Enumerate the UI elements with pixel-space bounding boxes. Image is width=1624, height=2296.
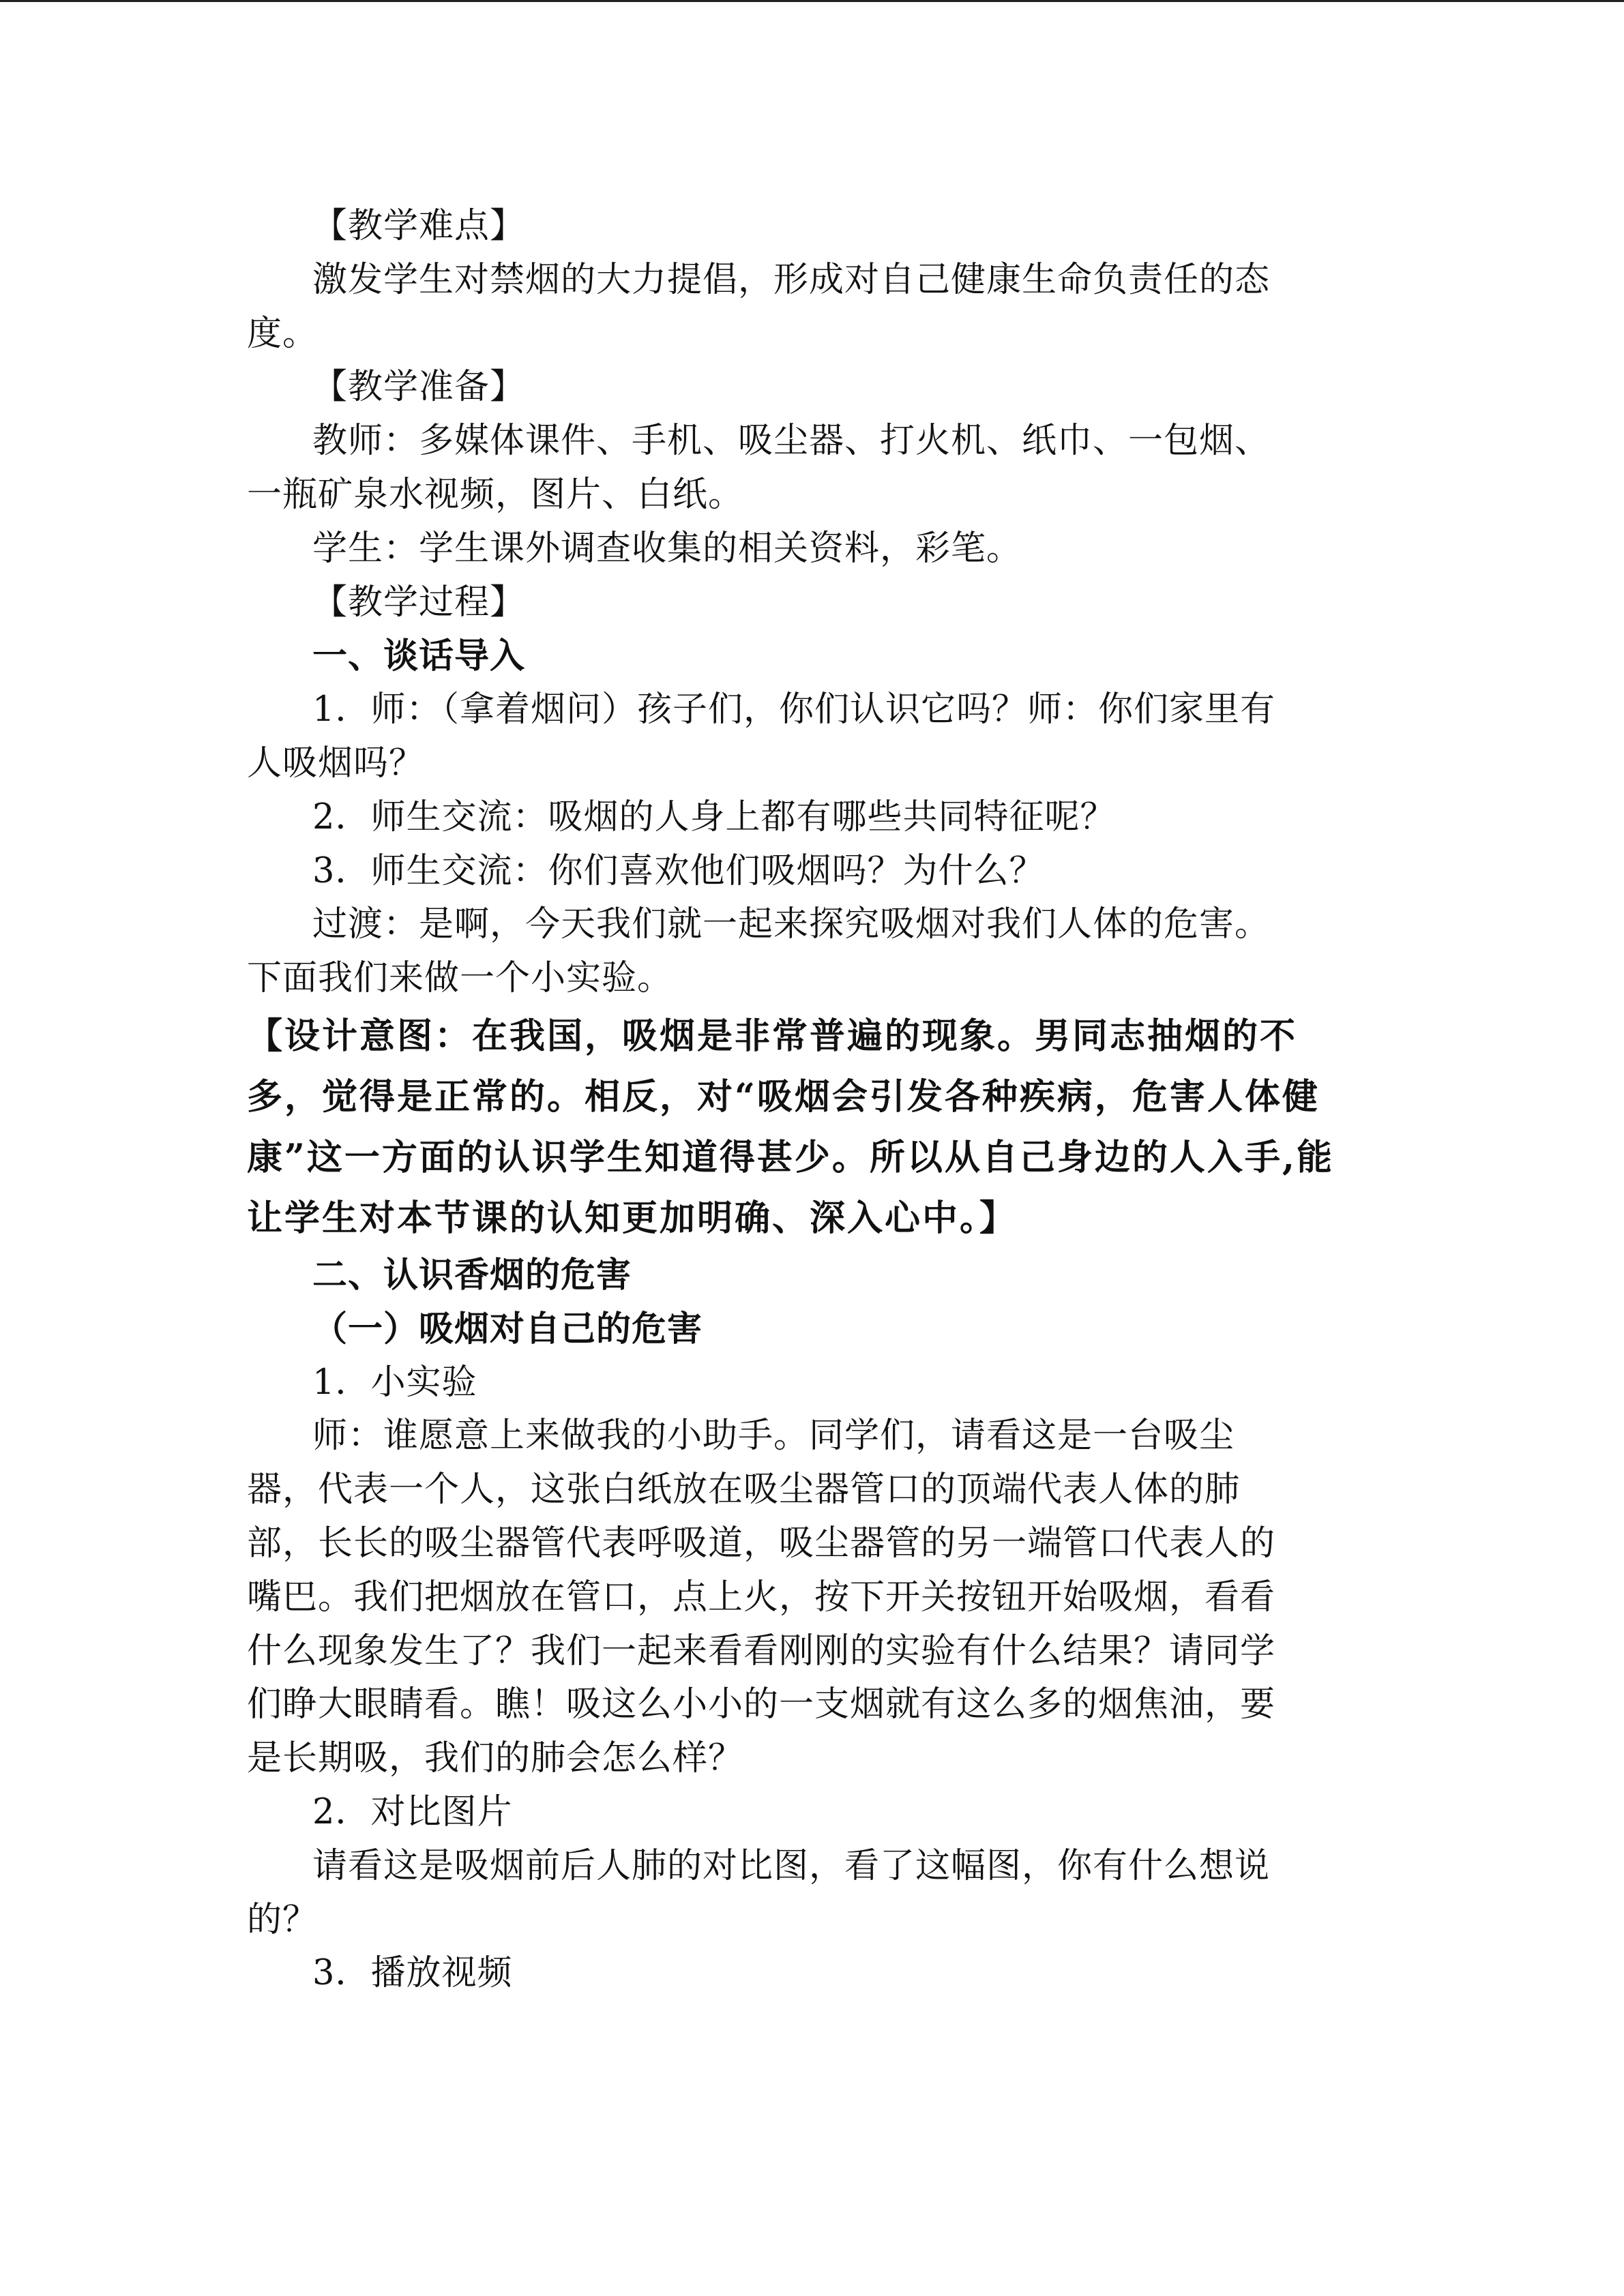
section-heading-difficulty: 【教学难点】 <box>312 206 526 246</box>
paragraph-line: 什么现象发生了？我们一起来看看刚刚的实验有什么结果？请同学 <box>247 1630 1276 1671</box>
paragraph-line: 一瓶矿泉水视频，图片、白纸。 <box>247 474 744 515</box>
subheading-intro: 一、谈话导入 <box>312 636 526 677</box>
section-heading-process: 【教学过程】 <box>312 582 526 623</box>
paragraph-line: 2．对比图片 <box>312 1791 513 1832</box>
paragraph-line: 1．师：（拿着烟问）孩子们，你们认识它吗？师：你们家里有 <box>312 689 1275 730</box>
paragraph-line: 师：谁愿意上来做我的小助手。同学们，请看这是一台吸尘 <box>312 1416 1235 1457</box>
section-heading-preparation: 【教学准备】 <box>312 367 526 408</box>
paragraph-line: 的？ <box>247 1899 319 1940</box>
paragraph-line: 请看这是吸烟前后人肺的对比图，看了这幅图，你有什么想说 <box>312 1845 1271 1886</box>
paragraph-line: 人吸烟吗？ <box>247 743 425 784</box>
paragraph-line: 下面我们来做一个小实验。 <box>247 958 673 999</box>
paragraph-line: 过渡：是啊，今天我们就一起来探究吸烟对我们人体的危害。 <box>312 904 1271 945</box>
paragraph-line: 器，代表一个人，这张白纸放在吸尘器管口的顶端代表人体的肺 <box>247 1470 1241 1510</box>
design-intent-line: 康”这一方面的认识学生知道得甚少。所以从自己身边的人入手,能 <box>247 1136 1335 1178</box>
design-intent-line: 多，觉得是正常的。相反，对“吸烟会引发各种疾病，危害人体健 <box>247 1075 1320 1118</box>
document-body <box>247 200 1372 2001</box>
paragraph-line: 学生：学生课外调查收集的相关资料，彩笔。 <box>312 528 1022 569</box>
paragraph-line: 激发学生对禁烟的大力提倡，形成对自己健康生命负责任的态 <box>312 259 1271 300</box>
paragraph-line: 3．师生交流：你们喜欢他们吸烟吗？为什么？ <box>312 850 1045 891</box>
paragraph-line: 们睁大眼睛看。瞧！吸这么小小的一支烟就有这么多的烟焦油，要 <box>247 1684 1276 1725</box>
paragraph-line: 是长期吸，我们的肺会怎么样？ <box>247 1738 744 1779</box>
design-intent-line: 让学生对本节课的认知更加明确、深入心中。】 <box>247 1197 1018 1239</box>
paragraph-line: 教师：多媒体课件、手机、吸尘器、打火机、纸巾、一包烟、 <box>312 421 1271 462</box>
paragraph-line: 2．师生交流：吸烟的人身上都有哪些共同特征呢？ <box>312 796 1116 837</box>
paragraph-line: 嘴巴。我们把烟放在管口，点上火，按下开关按钮开始吸烟，看看 <box>247 1577 1276 1617</box>
paragraph-line: 3．播放视频 <box>312 1953 513 1994</box>
paragraph-line: 度。 <box>247 313 319 354</box>
subheading-harm: 二、认识香烟的危害 <box>312 1254 632 1296</box>
subheading-self-harm: （一）吸烟对自己的危害 <box>312 1308 703 1350</box>
design-intent-line: 【设计意图：在我国，吸烟是非常普遍的现象。男同志抽烟的不 <box>247 1015 1298 1057</box>
paragraph-line: 部，长长的吸尘器管代表呼吸道，吸尘器管的另一端管口代表人的 <box>247 1523 1276 1564</box>
paragraph-line: 1．小实验 <box>312 1362 477 1403</box>
